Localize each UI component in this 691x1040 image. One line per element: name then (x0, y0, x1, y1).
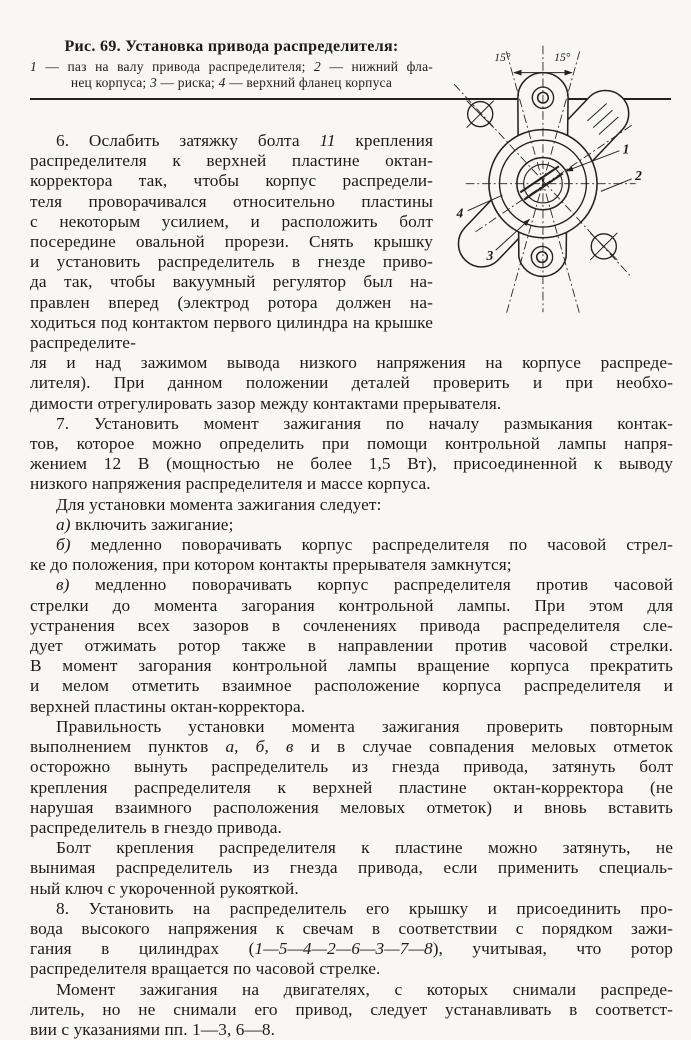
text-line: распределитель в гнездо привода. (30, 817, 282, 837)
text-line: с некоторым усилием, и расположить болт (30, 211, 433, 231)
text-line: а) включить зажигание; (56, 514, 234, 534)
figure-69-drawing (439, 34, 673, 314)
text-line: распределителя вращается по часовой стрелке. (30, 959, 381, 979)
text-line: корректора так, чтобы корпус распредели- (30, 171, 433, 191)
text-line: посередине овальной прорези. Снять крышку (30, 232, 433, 252)
distributor-flange-diagram (439, 34, 673, 314)
part-label-4: 4 (456, 205, 464, 221)
text-line: б) медленно поворачивать корпус распределителя по часовой стрел- (56, 535, 673, 555)
text-line: жением 12 В (мощностью не более 1,5 Вт), присоединенной к выводу (30, 454, 673, 474)
figure-legend-line: 1 — паз на валу привода распределителя; 2 — нижний фла- (30, 59, 433, 74)
text-line: 7. Установить момент зажигания по началу размыкания контак- (56, 413, 673, 433)
text-line: низкого напряжения распределителя и массе корпуса. (30, 474, 431, 494)
text-line: стрелки до момента загорания контрольной лампы. При этом для (30, 595, 673, 615)
text-line: 6. Ослабить затяжку болта 11 крепления (56, 131, 434, 150)
text-line: да так, чтобы вакуумный регулятор был на- (30, 272, 433, 292)
text-line: тов, которое можно определить при помощи контрольной лампы напря- (30, 434, 673, 454)
text-line: вынимая распределитель из гнезда привода, если применить специаль- (30, 858, 673, 878)
text-line: Для установки момента зажигания следует: (56, 494, 382, 514)
text-line: нарушая взаимного расположения меловых отметок) и вновь вставить (30, 797, 673, 817)
text-line: димости отрегулировать зазор между контактами прерывателя. (30, 393, 502, 413)
text-line: в) медленно поворачивать корпус распределителя против часовой (56, 575, 673, 595)
text-line: вода высокого напряжения к свечам в соответствии с порядком зажи- (30, 918, 673, 938)
text-line: дует отжимать ротор также в направлении против часовой стрелки. (30, 636, 673, 656)
text-line: литель, но не снимали его привод, следует устанавливать в соответст- (30, 999, 673, 1019)
text-line: правлен вперед (электрод ротора должен на- (30, 292, 433, 312)
part-label-2: 2 (635, 167, 642, 183)
text-line: верхней пластины октан-корректора. (30, 696, 306, 716)
text-line: крепления распределителя к верхней пластине октан-корректора (не (30, 777, 673, 797)
text-line: ля и над зажимом вывода низкого напряжения на корпусе распреде- (30, 353, 673, 373)
angle-left-label: 15° (494, 51, 511, 65)
text-line: вии с указаниями пп. 1—3, 6—8. (30, 1019, 276, 1039)
text-line: ходиться под контактом первого цилиндра на крышке распределите- (30, 312, 433, 353)
text-line: осторожно вынуть распределитель из гнезда привода, затянуть болт (30, 757, 673, 777)
part-label-3: 3 (486, 247, 494, 263)
text-line: В момент загорания контрольной лампы вращение корпуса прекратить (30, 656, 673, 676)
figure-caption-title: Рис. 69. Установка привода распределителя: (64, 38, 399, 55)
text-line: устранения всех зазоров в сочленениях привода распределителя сле- (30, 615, 673, 635)
text-line: 8. Установить на распределитель его крышку и присоединить про- (56, 898, 673, 918)
text-line: Момент зажигания на двигателях, с которых снимали распреде- (56, 979, 673, 999)
text-line: ке до положения, при котором контакты прерывателя замкнутся; (30, 555, 512, 575)
text-line: лителя). При данном положении деталей проверить и при необхо- (30, 373, 673, 393)
text-line: Болт крепления распределителя к пластине можно затянуть, не (56, 838, 673, 858)
text-line: Правильность установки момента зажигания проверить повторным (56, 716, 673, 736)
text-line: выполнением пунктов а, б, в и в случае совпадения меловых отметок (30, 737, 673, 757)
text-line: гания в цилиндрах (1—5—4—2—6—3—7—8), учитывая, что ротор (30, 939, 674, 959)
angle-right-label: 15° (554, 51, 571, 65)
text-line: ный ключ с укороченной рукояткой. (30, 878, 299, 898)
text-line: распределителя к верхней пластине октан- (30, 151, 433, 171)
figure-legend-line: нец корпуса; 3 — риска; 4 — верхний фланец корпуса (70, 74, 393, 90)
text-line: и мелом отметить взаимное расположение корпуса распределителя и (30, 676, 673, 696)
text-line: теля проворачивался относительно пластины (30, 191, 433, 211)
part-label-1: 1 (622, 141, 630, 157)
text-line: и установить распределитель в гнезде приво- (30, 252, 433, 272)
